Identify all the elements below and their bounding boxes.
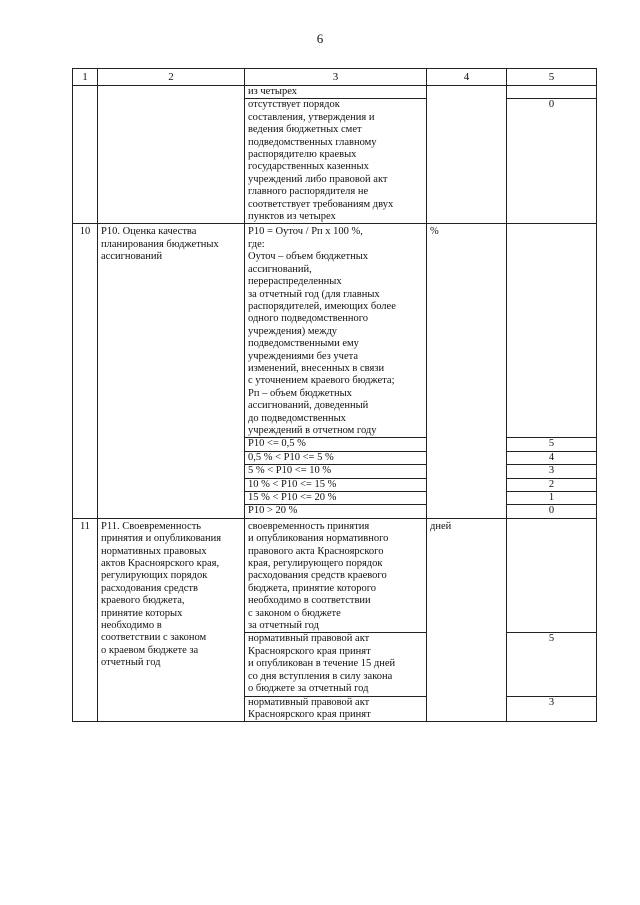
column-header: 4	[427, 69, 507, 86]
column-header: 5	[507, 69, 597, 86]
unit-cell: дней	[427, 518, 507, 722]
header-row	[73, 69, 597, 86]
criterion-cell: P10 <= 0,5 %	[245, 438, 427, 451]
column-header: 2	[98, 69, 245, 86]
indicator-number: 10	[73, 224, 98, 518]
criterion-cell: P10 > 20 %	[245, 505, 427, 518]
table-row	[73, 86, 597, 99]
indicator-name: P11. Своевременность принятия и опубликования нормативных правовых актов Красноярского края, регулирующих порядок расходования средств краевого бюджета, принятие которых необходимо в соответствии с законом о краевом бюджете за отчетный год	[98, 518, 245, 722]
table-row	[73, 224, 597, 438]
score-cell: 5	[507, 438, 597, 451]
criteria-table	[72, 68, 597, 722]
score-cell: 5	[507, 633, 597, 696]
column-header: 1	[73, 69, 98, 86]
formula-cell: P10 = Оуточ / Pп x 100 %, где: Оуточ – объем бюджетных ассигнований, перераспределенных за отчетный год (для главных распорядителей, имеющих более одного подведомственного учреждения) между подведомственными ему учреждениями без учета изменений, внесенных в связи с уточнением краевого бюджета; Pп – объем бюджетных ассигнований, доведенный до подведомственных учреждений в отчетном году	[245, 224, 427, 438]
indicator-name: P10. Оценка качества планирования бюджетных ассигнований	[98, 224, 245, 518]
unit-cell: %	[427, 224, 507, 518]
score-cell: 4	[507, 451, 597, 464]
criterion-cell: нормативный правовой акт Красноярского края принят	[245, 696, 427, 722]
table-row	[73, 518, 597, 633]
indicator-number: 11	[73, 518, 98, 722]
criterion-cell: 5 % < P10 <= 10 %	[245, 465, 427, 478]
column-header: 3	[245, 69, 427, 86]
criterion-cell: 10 % < P10 <= 15 %	[245, 478, 427, 491]
score-cell: 3	[507, 465, 597, 478]
description-cell: своевременность принятия и опубликования нормативного правового акта Красноярского края, регулирующего порядок расходования средств краевого бюджета, принятие которого необходимо в соответствии с законом о бюджете за отчетный год	[245, 518, 427, 633]
criterion-cell: из четырех	[245, 86, 427, 99]
score-cell: 1	[507, 492, 597, 505]
criterion-cell: 0,5 % < P10 <= 5 %	[245, 451, 427, 464]
score-cell: 0	[507, 99, 597, 224]
criterion-cell: нормативный правовой акт Красноярского края принят и опубликован в течение 15 дней со дня вступления в силу закона о бюджете за отчетный год	[245, 633, 427, 696]
score-cell: 3	[507, 696, 597, 722]
page-number: 6	[316, 31, 324, 46]
score-cell	[507, 86, 597, 99]
criterion-cell: отсутствует порядок составления, утверждения и ведения бюджетных смет подведомственных главному распорядителю краевых государственных казенных учреждений либо правовой акт главного распорядителя не соответствует требованиям двух пунктов из четырех	[245, 99, 427, 224]
score-cell: 2	[507, 478, 597, 491]
criterion-cell: 15 % < P10 <= 20 %	[245, 492, 427, 505]
score-cell: 0	[507, 505, 597, 518]
